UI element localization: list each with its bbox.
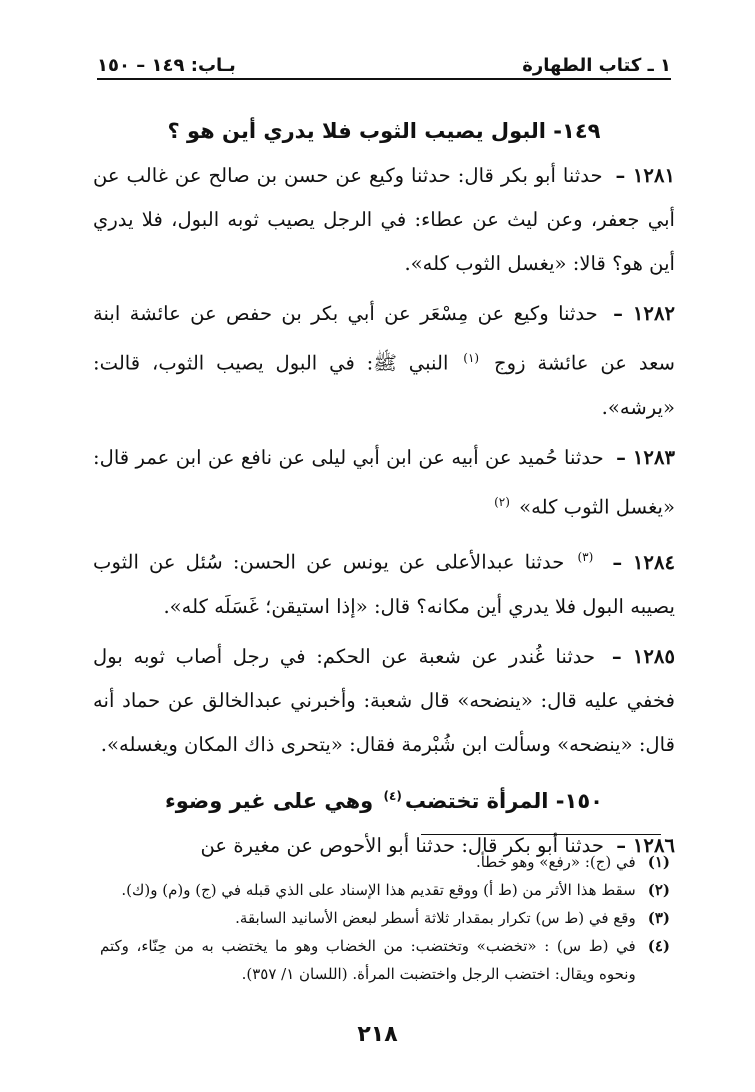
hadith-paragraph <box>93 436 675 530</box>
footnote-marker[interactable]: (٢) <box>494 494 510 509</box>
footnotes <box>100 848 670 988</box>
footnote-number: (١) <box>647 853 670 871</box>
hadith-paragraph <box>93 292 675 430</box>
footnote-number: (٢) <box>647 881 670 899</box>
footnote-item <box>100 848 670 876</box>
hadith-text: حدثنا عبدالأعلى عن يونس عن الحسن: سُئل عن الثوب يصيبه البول فلا يدري أين مكانه؟ قال: «إذا استيقن؛ غَسَلَه كله». <box>93 550 675 618</box>
hadith-text: حدثنا حُميد عن أبيه عن ابن أبي ليلى عن نافع عن ابن عمر قال: «يغسل الثوب كله» <box>93 445 675 519</box>
heading-text: وهي على غير وضوء <box>165 788 374 813</box>
chapter-range: بـاب: ١٤٩ – ١٥٠ <box>97 55 236 76</box>
hadith-text: حدثنا أبو بكر قال: حدثنا وكيع عن حسن بن صالح عن غالب عن أبي جعفر، وعن ليث عن عطاء: في الرجل يصيب ثوبه البول، فلا يدري أين هو؟ قالا: «يغسل الثوب كله». <box>93 164 675 275</box>
section-heading: ١٤٩- البول يصيب الثوب فلا يدري أين هو ؟ <box>167 119 601 143</box>
footnote-marker[interactable]: (٤) <box>383 788 402 803</box>
footnote-text: وقع في (ط س) تكرار بمقدار ثلاثة أسطر لبعض الأسانيد السابقة. <box>235 909 636 927</box>
page-number: ٢١٨ <box>357 1022 398 1047</box>
hadith-number: ١٢٨٦ – <box>616 833 675 857</box>
footnote-text: سقط هذا الأثر من (ط أ) ووقع تقديم هذا الإسناد على الذي قبله في (ج) و(م) و(ك). <box>121 881 636 899</box>
book-title: ١ ـ كتاب الطهارة <box>522 55 671 76</box>
hadith-number: ١٢٨٣ – <box>616 445 675 469</box>
main-text <box>93 108 675 874</box>
hadith-text: النبي ﷺ: في البول يصيب الثوب، قالت: «يرشه». <box>93 351 675 419</box>
hadith-text: حدثنا وكيع عن مِسْعَر عن أبي بكر بن حفص عن عائشة ابنة سعد عن عائشة زوج <box>93 302 675 375</box>
hadith-number: ١٢٨٢ – <box>613 302 675 325</box>
hadith-paragraph <box>93 154 675 286</box>
hadith-number: ١٢٨٥ – <box>611 644 675 668</box>
footnote-divider <box>421 834 661 835</box>
section-heading <box>93 773 675 824</box>
running-header <box>97 40 671 80</box>
hadith-number: ١٢٨٤ – <box>612 550 675 574</box>
footnote-text: في (ط س) : «تخضب» وتختضب: من الخضاب وهو ما يختضب به من حِنّاء، وكتم ونحوه ويقال: اختضب الرجل واختضبت المرأة. (اللسان ١/ ٣٥٧). <box>100 937 636 983</box>
footnote-marker[interactable]: (٣) <box>577 550 594 565</box>
footnote-number: (٤) <box>647 937 670 955</box>
footnote-text: في (ج): «رفع» وهو خطأ. <box>475 853 636 871</box>
footnote-number: (٣) <box>647 909 670 927</box>
hadith-text: حدثنا غُندر عن شعبة عن الحكم: في رجل أصاب ثوبه بول فخفي عليه قال: «ينضحه» قال شعبة: وأخبرني عبدالخالق عن حماد أنه قال: «ينضحه» وسألت ابن شُبْرمة فقال: «يتحرى ذاك المكان ويغسله». <box>93 644 675 756</box>
hadith-text: حدثنا أبو بكر قال: حدثنا أبو الأحوص عن مغيرة عن <box>200 833 605 857</box>
hadith-paragraph <box>93 635 675 767</box>
footnote-marker[interactable]: (١) <box>463 351 480 365</box>
heading-text: ١٥٠- المرأة تختضب <box>404 788 603 813</box>
hadith-number: ١٢٨١ – <box>615 164 675 187</box>
footnote-item <box>100 932 670 988</box>
footnote-item <box>100 876 670 904</box>
footnote-item <box>100 904 670 932</box>
hadith-paragraph <box>93 535 675 629</box>
